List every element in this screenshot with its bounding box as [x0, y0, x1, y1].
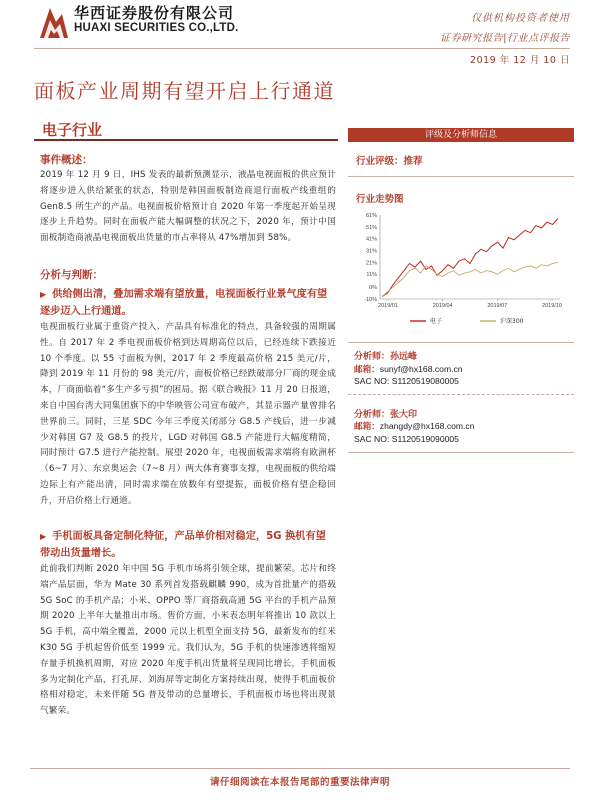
analyst-1-name: 分析师：孙远峰 — [354, 352, 418, 362]
analyst-2-email-row: 邮箱：zhangdy@hx168.com.cn — [354, 421, 475, 432]
y-tick-label: 51% — [365, 224, 377, 231]
chart-divider — [348, 342, 574, 343]
x-tick-label: 2019/10 — [542, 303, 562, 309]
company-name-en: HUAXI SECURITIES CO.,LTD. — [74, 22, 239, 34]
sidebar-title: 评级及分析师信息 — [424, 130, 497, 140]
x-tick-label: 2019/04 — [432, 303, 453, 309]
bullet-1-text: 电视面板行业属于重资产投入、产品具有标准化的特点，具备较强的周期属性。自 2017 年 2 季电视面板价格到达周期高位以后，已经连续下跌接近 10 个季度。以 55 寸面板为例，2017 年 2 季度最高价格 215 美元/片，降到 2019 年 11 月份的 98 美元/片，面板价格已经跌破部分厂商的现金成本，厂商面临着“多生产多亏损”的困局。据《联合晚报》11 月 20 日报道，来自中国台湾大同集团旗下的中华映管公司宣布破产，其显示器产量曾排名世界前三。同时，三星 SDC 今年三季度关闭部分 G8.5 产线后，进一步减少对韩国 G7 及 G8.5 的投片，LGD 对韩国 G8.5 产能进行大幅度精简，同时预计 G7.5 进行产能控制。展望 2020 年，电视面板需求端将有欧洲杯（6~7 月）、东京奥运会（7~8 月）两大体育赛事支撑，电视面板的供给端边际上有产能出清，同时需求端在放数年有望提振，面板价格有望企稳回升，开启价格上行通道。 — [40, 322, 336, 506]
huaxi-logo-icon — [36, 4, 70, 40]
analyst-2-name: 分析师：张大印 — [354, 410, 418, 420]
industry-rating: 行业评级：推荐 — [356, 156, 423, 167]
bullet-1-title: ▶ 供给侧出清，叠加需求端有望放量，电视面板行业景气度有望逐步迈入上行通道。 — [40, 289, 328, 317]
y-tick-label: -10% — [364, 297, 377, 303]
header-divider — [34, 48, 570, 49]
industry-label: 电子行业 — [42, 121, 103, 139]
bullet-2-text: 此前我们判断 2020 年中国 5G 手机市场将引领全球，提前繁荣。芯片和终端产品层面，华为 Mate 30 系列首发搭载麒麟 990，成为首批量产的搭载 5G SoC 的手机产品；小米、OPPO 等厂商搭载高通 5G 平台的手机产品预期 2020 上半年大量推出市场。售价方面，小米表态明年将推出 10 款以上 5G 手机，高中端全覆盖，2000 元以上机型全面支持 5G，最新发布的红米 K30 5G 手机起售价低至 1999 元。我们认为，5G 手机的快速渗透将缩短存量手机换机周期，对应 2020 年度手机出货量将呈现同比增长，手机面板多为定制化产品，打孔屏、刘海屏等定制化方案持续出现，使得手机面板价格相对稳定，未来伴随 5G 普及带动的总量增长，手机面板市场也将出现景气繁荣。 — [40, 564, 336, 717]
bullet-2-title: ▶ 手机面板具备定制化特征，产品单价相对稳定，5G 换机有望带动出货量增长。 — [40, 531, 326, 559]
report-date: 2019 年 12 月 10 日 — [470, 55, 570, 66]
x-tick-label: 2019/01 — [378, 303, 398, 309]
company-name-cn: 华西证券股份有限公司 — [74, 4, 235, 22]
y-tick-label: 0% — [369, 285, 377, 292]
triangle-bullet-icon: ▶ — [40, 290, 47, 299]
event-heading: 事件概述： — [40, 154, 93, 166]
rating-divider — [348, 176, 574, 177]
analyst-2-email[interactable]: zhangdy@hx168.com.cn — [379, 421, 475, 431]
triangle-bullet-icon: ▶ — [40, 532, 47, 541]
analyst-1-email[interactable]: sunyf@hx168.com.cn — [379, 364, 463, 374]
analyst-2-sac: SAC NO: S1120519090005 — [354, 434, 459, 444]
analyst-divider — [348, 394, 574, 395]
series-line-electronics — [382, 219, 558, 297]
analysis-heading: 分析与判断： — [40, 269, 103, 281]
analyst-1-email-row: 邮箱：sunyf@hx168.com.cn — [354, 364, 463, 375]
legal-notice-footer: 请仔细阅读在本报告尾部的重要法律声明 — [209, 777, 390, 788]
audience-notice: 仅供机构投资者使用 — [471, 13, 570, 24]
industry-trend-chart — [350, 207, 572, 337]
analyst-1-sac: SAC NO: S1120519080005 — [354, 376, 459, 386]
report-title: 面板产业周期有望开启上行通道 — [34, 79, 335, 103]
section-divider — [34, 139, 338, 141]
series-line-hs300 — [382, 262, 558, 296]
y-tick-label: 31% — [365, 248, 377, 255]
y-tick-label: 61% — [365, 213, 377, 219]
legend-label: 沪深300 — [500, 318, 524, 325]
report-header — [0, 0, 600, 78]
sidebar-bottom-divider — [348, 452, 574, 453]
report-type: 证券研究报告|行业点评报告 — [440, 33, 570, 44]
y-tick-label: 11% — [366, 272, 377, 279]
x-tick-label: 2019/07 — [487, 303, 508, 309]
footer-divider — [30, 768, 570, 769]
trend-chart-title: 行业走势图 — [356, 194, 404, 205]
y-tick-label: 41% — [365, 236, 377, 243]
legend-label: 电子 — [430, 318, 443, 325]
y-tick-label: 21% — [365, 260, 377, 267]
event-text: 2019 年 12 月 9 日，IHS 发表的最新预测显示，液晶电视面板的供应预计将逐步进入供给紧张的状态，特别是韩国面板制造商退行面板产线重组的 Gen8.5 所生产的产品。电视面板价格预计自 2020 年第一季度起开始呈现逐步上升趋势。同时在面板产能大幅调整的状况之下，2020 年，预计中国面板制造商液晶电视面板出货量的市占率将从 47%增加到 58%。 — [40, 170, 336, 244]
